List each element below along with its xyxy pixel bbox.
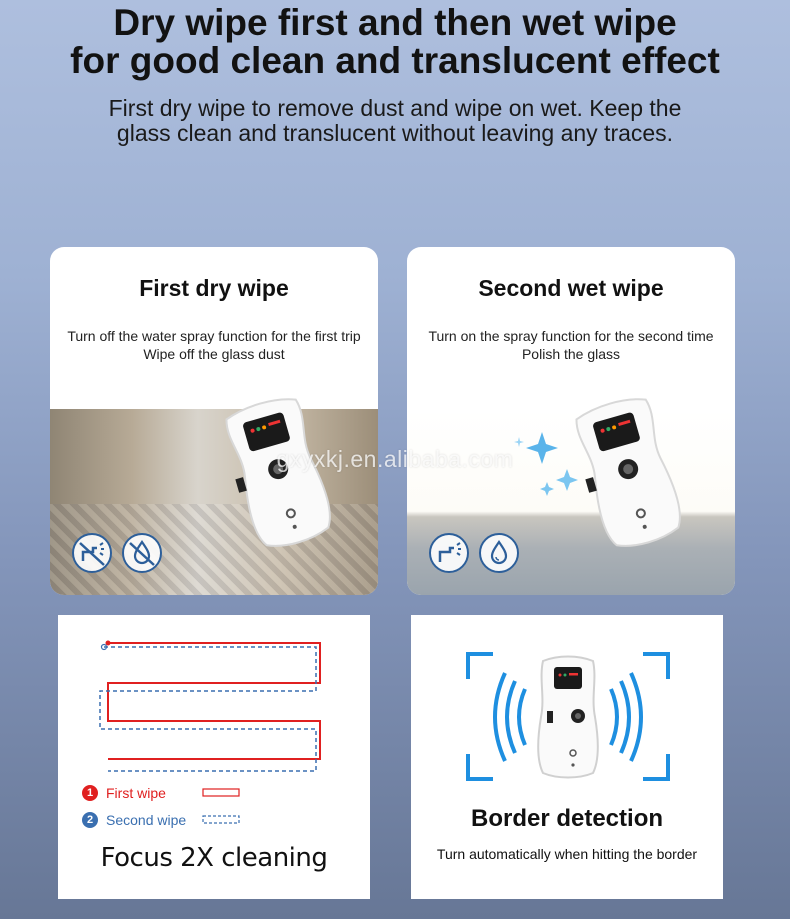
- legend-second-wipe: [82, 812, 242, 828]
- page-title-line-2: for good clean and translucent effect: [70, 40, 720, 81]
- border-detection-diagram: [463, 649, 673, 784]
- wet-wipe-card: [407, 247, 735, 595]
- border-detection-description: Turn automatically when hitting the border: [436, 846, 698, 862]
- wet-wipe-title: Second wet wipe: [478, 275, 664, 301]
- focus-cleaning-caption: Focus 2X cleaning: [100, 843, 328, 873]
- wet-wipe-desc-line-2: Polish the glass: [521, 346, 621, 362]
- page-title: [0, 4, 790, 80]
- border-detection-panel: [411, 615, 723, 899]
- dry-wipe-desc-line-1: Turn off the water spray function for the first trip: [67, 328, 361, 344]
- legend-number-1: 1: [82, 785, 98, 801]
- legend-label-second-wipe: Second wipe: [106, 812, 187, 828]
- spray-icon: [429, 533, 469, 573]
- wet-wipe-desc-line-1: Turn on the spray function for the second time: [428, 328, 714, 344]
- water-drop-off-icon: [122, 533, 162, 573]
- cleaning-path-diagram: [98, 635, 328, 780]
- legend-label-first-wipe: First wipe: [106, 785, 166, 801]
- dry-wipe-card: [50, 247, 378, 595]
- page-subtitle-line-1: First dry wipe to remove dust and wipe on wet. Keep the: [108, 95, 682, 121]
- legend-number-2: 2: [82, 812, 98, 828]
- water-drop-icon: [479, 533, 519, 573]
- page-title-line-1: Dry wipe first and then wet wipe: [113, 2, 677, 43]
- watermark-text: gxyxkj.en.alibaba.com: [276, 446, 514, 472]
- dashed-line-swatch: [202, 814, 242, 826]
- dry-wipe-description: [50, 327, 378, 363]
- page-subtitle: [0, 96, 790, 146]
- spray-off-icon: [72, 533, 112, 573]
- solid-line-swatch: [202, 787, 242, 799]
- cleaning-path-panel: [58, 615, 370, 899]
- dry-wipe-desc-line-2: Wipe off the glass dust: [143, 346, 285, 362]
- wet-wipe-description: [407, 327, 735, 363]
- dry-wipe-title: First dry wipe: [139, 275, 289, 301]
- legend-first-wipe: [82, 785, 242, 801]
- border-detection-title: Border detection: [470, 805, 664, 832]
- page-subtitle-line-2: glass clean and translucent without leaving any traces.: [116, 120, 674, 146]
